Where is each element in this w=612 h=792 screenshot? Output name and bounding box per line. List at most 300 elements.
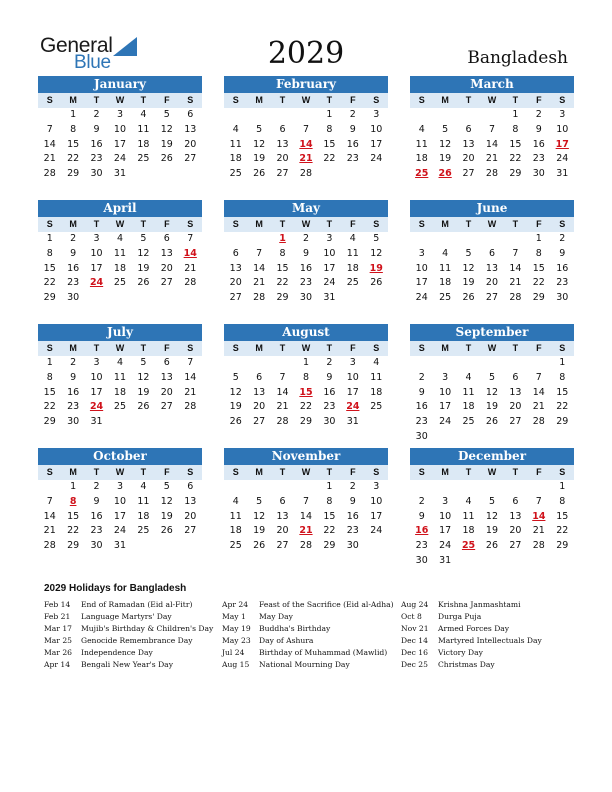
weekday-label: T: [140, 343, 147, 353]
day-cell: 9: [93, 495, 100, 507]
day-cell: 9: [93, 123, 100, 135]
holiday-name: Christmas Day: [438, 660, 495, 669]
country-name: Bangladesh: [467, 48, 568, 68]
holiday-name: Language Martyrs' Day: [81, 612, 172, 621]
holiday-name: Martyred Intellectuals Day: [438, 636, 542, 645]
day-cell: 18: [137, 138, 150, 150]
day-cell: 30: [90, 168, 103, 180]
day-cell: 12: [137, 247, 150, 259]
month-name: May: [224, 200, 388, 217]
holiday-name: Birthday of Muhammad (Mawlid): [259, 648, 388, 657]
day-cell: 18: [462, 525, 475, 537]
weekday-label: S: [418, 95, 425, 105]
day-cell: 12: [253, 510, 266, 522]
weekday-label: T: [465, 95, 472, 105]
day-cell: 30: [415, 430, 428, 442]
weekday-label: S: [232, 95, 239, 105]
day-cell: 4: [140, 109, 147, 120]
day-cell: 28: [532, 416, 545, 428]
day-cell: 8: [326, 495, 333, 507]
holiday-date: Apr 24: [222, 600, 249, 609]
day-cell: 22: [276, 277, 289, 289]
holiday-name: Buddha's Birthday: [259, 624, 331, 633]
empty-day-cell: [433, 108, 456, 123]
week-row: [410, 480, 574, 495]
month-august: [224, 324, 388, 430]
day-cell: 8: [512, 123, 519, 135]
weekday-label: F: [164, 467, 170, 477]
day-cell: 14: [184, 371, 197, 383]
day-cell: 21: [184, 386, 197, 398]
day-cell: 23: [67, 401, 80, 413]
day-cell: 25: [229, 168, 242, 180]
day-cell: 8: [535, 247, 542, 259]
week-row: [38, 138, 202, 153]
weekday-label: S: [232, 467, 239, 477]
day-cell: 10: [323, 247, 336, 259]
day-cell: 15: [509, 138, 522, 150]
day-cell: 21: [532, 401, 545, 413]
holiday-item: [44, 647, 222, 659]
empty-day-cell: [247, 108, 270, 123]
day-cell: 31: [346, 416, 359, 428]
weekday-label: S: [187, 343, 194, 353]
week-row: [410, 262, 574, 277]
day-cell: 22: [43, 277, 56, 289]
holiday-item: [222, 599, 400, 611]
day-cell: 19: [485, 525, 499, 537]
empty-day-cell: [433, 430, 456, 445]
day-cell: 10: [439, 510, 452, 522]
week-row: [38, 232, 202, 247]
weekday-header: [38, 217, 202, 232]
empty-day-cell: [224, 356, 247, 371]
weekday-label: M: [441, 343, 449, 353]
day-cell: 27: [160, 277, 173, 289]
day-cell: 16: [346, 510, 359, 522]
day-cell: 4: [442, 247, 449, 259]
day-cell: 17: [113, 138, 127, 150]
week-row: [38, 108, 202, 123]
month-name: August: [224, 324, 388, 341]
empty-day-cell: [457, 430, 480, 445]
holiday-name: End of Ramadan (Eid al-Fitr): [81, 600, 193, 609]
day-cell: 22: [556, 401, 569, 413]
day-cell: 20: [276, 153, 289, 165]
weekday-label: T: [326, 219, 333, 229]
logo-blue-text: Blue: [74, 52, 111, 73]
day-cell: 31: [113, 540, 127, 552]
weekday-label: F: [350, 95, 356, 105]
day-cell: 29: [532, 292, 545, 304]
day-cell: 10: [370, 123, 383, 135]
empty-day-cell: [365, 415, 388, 430]
day-cell: 29: [509, 168, 522, 180]
week-row: [38, 152, 202, 167]
day-cell: 17: [113, 510, 127, 522]
day-cell: 21: [299, 525, 313, 537]
day-cell: 30: [67, 416, 80, 428]
day-cell: 12: [462, 262, 475, 274]
day-cell: 15: [67, 510, 80, 522]
week-row: [38, 371, 202, 386]
day-cell: 16: [415, 525, 429, 537]
day-cell: 26: [462, 292, 475, 304]
day-cell: 24: [346, 401, 360, 413]
weekday-label: F: [536, 343, 542, 353]
day-cell: 9: [302, 247, 309, 259]
day-cell: 12: [370, 247, 383, 259]
day-cell: 18: [113, 262, 127, 274]
empty-day-cell: [155, 167, 178, 182]
day-cell: 25: [461, 540, 476, 552]
day-cell: 23: [67, 277, 80, 289]
day-cell: 1: [70, 481, 77, 492]
empty-day-cell: [179, 291, 202, 306]
day-cell: 19: [160, 138, 173, 150]
weekday-label: M: [69, 343, 77, 353]
day-cell: 2: [70, 357, 77, 368]
empty-day-cell: [551, 554, 574, 569]
holiday-item: [44, 635, 222, 647]
day-cell: 5: [488, 495, 495, 507]
empty-day-cell: [457, 554, 480, 569]
day-cell: 8: [70, 123, 77, 135]
day-cell: 6: [279, 123, 286, 135]
day-cell: 19: [137, 386, 150, 398]
empty-day-cell: [365, 291, 388, 306]
day-cell: 16: [323, 386, 336, 398]
day-cell: 7: [279, 371, 286, 383]
holiday-date: Feb 14: [44, 600, 71, 609]
holidays-title: 2029 Holidays for Bangladesh: [44, 583, 187, 594]
weekday-header: [38, 93, 202, 108]
empty-day-cell: [410, 108, 433, 123]
empty-day-cell: [247, 232, 270, 247]
day-cell: 30: [67, 292, 80, 304]
day-cell: 20: [509, 401, 522, 413]
empty-day-cell: [179, 539, 202, 554]
weekday-label: S: [373, 95, 380, 105]
day-cell: 29: [43, 416, 56, 428]
day-cell: 14: [532, 386, 545, 398]
weekday-label: S: [559, 343, 566, 353]
day-cell: 2: [93, 481, 100, 492]
week-row: [410, 386, 574, 401]
day-cell: 3: [93, 357, 100, 368]
empty-day-cell: [38, 108, 61, 123]
weekday-label: F: [536, 95, 542, 105]
empty-day-cell: [179, 415, 202, 430]
day-cell: 11: [229, 510, 242, 522]
day-cell: 28: [43, 168, 56, 180]
day-cell: 31: [90, 416, 103, 428]
month-december: [410, 448, 574, 569]
weekday-label: M: [69, 219, 77, 229]
day-cell: 11: [370, 371, 383, 383]
holiday-date: Dec 25: [401, 660, 428, 669]
day-cell: 25: [346, 277, 359, 289]
empty-day-cell: [224, 232, 247, 247]
day-cell: 27: [509, 416, 522, 428]
empty-day-cell: [527, 554, 550, 569]
day-cell: 4: [465, 371, 472, 383]
holiday-date: Oct 8: [401, 612, 422, 621]
day-cell: 3: [349, 357, 356, 368]
weekday-label: S: [232, 343, 239, 353]
day-cell: 23: [299, 277, 313, 289]
weekday-label: W: [301, 467, 311, 477]
empty-day-cell: [433, 356, 456, 371]
weekday-label: W: [115, 219, 125, 229]
day-cell: 22: [323, 153, 336, 165]
weekday-label: S: [187, 467, 194, 477]
day-cell: 25: [113, 401, 127, 413]
holiday-date: Dec 16: [401, 648, 428, 657]
month-november: [224, 448, 388, 554]
weekday-label: F: [350, 343, 356, 353]
weekday-header: [224, 465, 388, 480]
day-cell: 1: [46, 357, 53, 368]
week-row: [224, 276, 388, 291]
holiday-item: [222, 647, 400, 659]
week-row: [410, 108, 574, 123]
weekday-label: S: [559, 95, 566, 105]
week-row: [224, 291, 388, 306]
weekday-label: W: [115, 343, 125, 353]
day-cell: 14: [299, 138, 313, 150]
holiday-item: [401, 611, 579, 623]
day-cell: 9: [535, 123, 542, 135]
weekday-header: [224, 341, 388, 356]
holiday-name: Mujib's Birthday & Children's Day: [81, 624, 214, 633]
day-cell: 14: [485, 138, 499, 150]
day-cell: 1: [559, 357, 566, 368]
day-cell: 29: [556, 416, 569, 428]
weekday-header: [38, 341, 202, 356]
day-cell: 2: [418, 495, 425, 507]
day-cell: 11: [137, 495, 150, 507]
day-cell: 14: [43, 138, 56, 150]
empty-day-cell: [457, 232, 480, 247]
day-cell: 16: [90, 510, 103, 522]
day-cell: 8: [559, 371, 566, 383]
day-cell: 19: [462, 277, 475, 289]
day-cell: 1: [512, 109, 519, 120]
month-september: [410, 324, 574, 445]
month-name: October: [38, 448, 202, 465]
week-row: [410, 510, 574, 525]
holidays-column: [401, 599, 579, 671]
day-cell: 28: [276, 416, 289, 428]
day-cell: 5: [465, 247, 472, 259]
day-cell: 18: [346, 262, 359, 274]
week-row: [410, 539, 574, 554]
day-cell: 3: [373, 481, 380, 492]
day-cell: 24: [113, 525, 127, 537]
day-cell: 24: [439, 540, 452, 552]
day-cell: 21: [485, 153, 499, 165]
weekday-label: S: [46, 467, 53, 477]
day-cell: 4: [232, 495, 239, 507]
empty-day-cell: [480, 356, 503, 371]
week-row: [224, 247, 388, 262]
week-row: [410, 167, 574, 182]
empty-day-cell: [271, 356, 294, 371]
day-cell: 11: [439, 262, 452, 274]
empty-day-cell: [247, 356, 270, 371]
weekday-label: M: [255, 219, 263, 229]
weekday-label: M: [441, 219, 449, 229]
day-cell: 26: [160, 153, 173, 165]
holiday-name: Genocide Remembrance Day: [81, 636, 193, 645]
holiday-item: [44, 659, 222, 671]
day-cell: 20: [509, 525, 522, 537]
day-cell: 27: [276, 540, 289, 552]
day-cell: 24: [439, 416, 452, 428]
day-cell: 31: [556, 168, 569, 180]
day-cell: 25: [113, 277, 127, 289]
day-cell: 18: [439, 277, 452, 289]
empty-day-cell: [179, 167, 202, 182]
day-cell: 9: [418, 386, 425, 398]
day-cell: 22: [556, 525, 569, 537]
day-cell: 30: [532, 168, 545, 180]
month-name: December: [410, 448, 574, 465]
day-cell: 25: [229, 540, 242, 552]
week-row: [410, 495, 574, 510]
week-row: [38, 480, 202, 495]
week-row: [410, 415, 574, 430]
day-cell: 4: [349, 233, 356, 244]
day-cell: 24: [89, 277, 104, 289]
day-cell: 15: [299, 386, 313, 398]
holiday-item: [401, 635, 579, 647]
month-name: July: [38, 324, 202, 341]
weekday-label: S: [418, 467, 425, 477]
day-cell: 12: [485, 510, 499, 522]
holiday-date: Mar 17: [44, 624, 73, 633]
day-cell: 22: [299, 401, 313, 413]
day-cell: 5: [140, 233, 147, 244]
day-cell: 19: [137, 262, 150, 274]
day-cell: 14: [43, 510, 56, 522]
day-cell: 15: [43, 262, 56, 274]
day-cell: 11: [462, 510, 475, 522]
day-cell: 8: [69, 495, 77, 507]
day-cell: 23: [346, 525, 359, 537]
day-cell: 7: [46, 495, 53, 507]
day-cell: 26: [229, 416, 242, 428]
day-cell: 19: [439, 153, 452, 165]
day-cell: 12: [229, 386, 242, 398]
day-cell: 24: [415, 292, 428, 304]
weekday-label: F: [164, 95, 170, 105]
weekday-header: [410, 93, 574, 108]
day-cell: 5: [163, 109, 170, 120]
day-cell: 5: [163, 481, 170, 492]
day-cell: 26: [485, 416, 499, 428]
empty-day-cell: [504, 232, 527, 247]
empty-day-cell: [224, 480, 247, 495]
day-cell: 8: [326, 123, 333, 135]
day-cell: 23: [532, 153, 545, 165]
day-cell: 7: [256, 247, 263, 259]
day-cell: 16: [556, 262, 569, 274]
day-cell: 20: [160, 262, 173, 274]
day-cell: 16: [532, 138, 545, 150]
day-cell: 2: [70, 233, 77, 244]
day-cell: 22: [67, 525, 80, 537]
holiday-name: Armed Forces Day: [438, 624, 510, 633]
week-row: [224, 400, 388, 415]
week-row: [38, 510, 202, 525]
empty-day-cell: [224, 108, 247, 123]
day-cell: 18: [229, 153, 242, 165]
weekday-label: M: [255, 95, 263, 105]
weekday-label: F: [350, 219, 356, 229]
day-cell: 28: [299, 540, 313, 552]
day-cell: 7: [535, 495, 542, 507]
day-cell: 25: [415, 168, 429, 180]
day-cell: 23: [90, 153, 103, 165]
day-cell: 23: [346, 153, 359, 165]
weekday-label: T: [279, 95, 286, 105]
weekday-label: W: [301, 95, 311, 105]
week-row: [224, 232, 388, 247]
month-name: January: [38, 76, 202, 93]
holiday-date: May 23: [222, 636, 251, 645]
day-cell: 3: [326, 233, 333, 244]
weekday-header: [410, 465, 574, 480]
day-cell: 9: [70, 247, 77, 259]
weekday-label: S: [232, 219, 239, 229]
weekday-label: S: [373, 343, 380, 353]
day-cell: 12: [485, 386, 499, 398]
day-cell: 11: [113, 247, 127, 259]
day-cell: 26: [160, 525, 173, 537]
holiday-item: [44, 611, 222, 623]
empty-day-cell: [480, 480, 503, 495]
day-cell: 14: [532, 510, 546, 522]
week-row: [224, 524, 388, 539]
day-cell: 20: [160, 386, 173, 398]
day-cell: 25: [137, 525, 150, 537]
empty-day-cell: [85, 291, 108, 306]
empty-day-cell: [480, 232, 503, 247]
day-cell: 8: [559, 495, 566, 507]
day-cell: 18: [462, 401, 475, 413]
weekday-label: W: [301, 219, 311, 229]
empty-day-cell: [155, 415, 178, 430]
day-cell: 27: [160, 401, 173, 413]
day-cell: 3: [93, 233, 100, 244]
day-cell: 30: [346, 540, 359, 552]
day-cell: 13: [276, 138, 289, 150]
empty-day-cell: [480, 430, 503, 445]
day-cell: 5: [373, 233, 380, 244]
week-row: [224, 356, 388, 371]
day-cell: 3: [559, 109, 566, 120]
day-cell: 6: [163, 357, 170, 368]
day-cell: 17: [555, 138, 569, 150]
day-cell: 7: [187, 357, 194, 368]
week-row: [224, 138, 388, 153]
day-cell: 10: [415, 262, 428, 274]
day-cell: 13: [160, 247, 173, 259]
week-row: [38, 262, 202, 277]
weekday-label: F: [164, 219, 170, 229]
